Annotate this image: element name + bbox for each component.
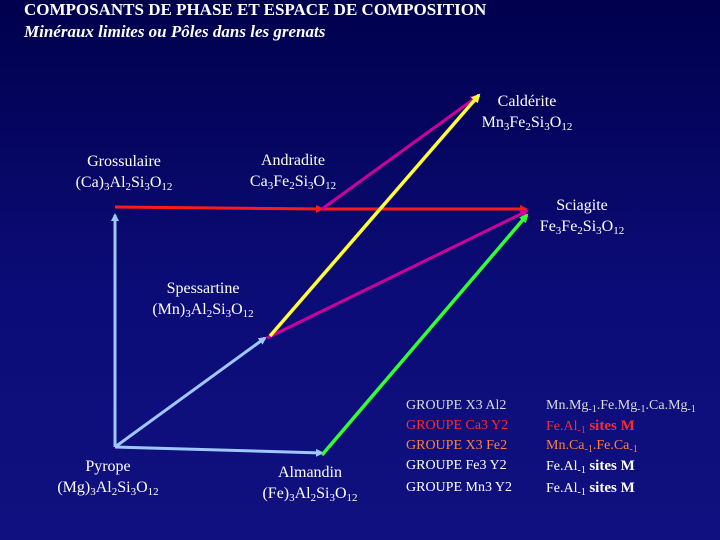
node-andradite-name: Andradite [261, 152, 325, 169]
node-pyrope-name: Pyrope [85, 458, 131, 475]
node-grossulaire [58, 151, 190, 193]
legend-substitution: $Fe.Al_{-1}$ sites M [546, 458, 635, 476]
node-sciagite-name: Sciagite [556, 197, 608, 214]
arrow-spessartine-sciagite [267, 211, 527, 338]
page-title: COMPOSANTS DE PHASE ET ESPACE DE COMPOSITION [24, 0, 487, 19]
legend-group: GROUPE Ca3 Y2 [406, 418, 509, 433]
node-sciagite [520, 195, 644, 237]
node-almandin-formula: $(Fe)_3Al_2Si_3O_{12}$ [262, 485, 358, 504]
node-calderite [462, 91, 592, 133]
node-almandin [242, 462, 378, 504]
legend-group: GROUPE X3 Al2 [406, 398, 507, 413]
legend-substitution: $Mn.Mg_{-1}.Fe.Mg_{-1}.Ca.Mg_{-1}$ [546, 398, 696, 415]
node-pyrope [40, 456, 176, 498]
node-sciagite-formula: $Fe_3Fe_2Si_3O_{12}$ [539, 218, 625, 237]
legend-substitution: $Fe.Al_{-1}$ sites M [546, 480, 635, 498]
node-grossulaire-formula: $(Ca)_3Al_2Si_3O_{12}$ [75, 174, 173, 193]
node-spessartine-name: Spessartine [166, 280, 240, 297]
legend-substitution: $Fe.Al_{-1}$ sites M [546, 418, 635, 436]
arrow-spessartine-calderite [270, 95, 479, 336]
node-calderite-formula: $Mn_3Fe_2Si_3O_{12}$ [481, 114, 573, 133]
arrow-pyrope-almandin [115, 447, 322, 453]
arrow-grossulaire-andradite [115, 207, 322, 209]
node-spessartine [135, 278, 271, 320]
page-subtitle: Minéraux limites ou Pôles dans les grenats [24, 22, 326, 41]
node-almandin-name: Almandin [278, 464, 342, 481]
legend-group: GROUPE X3 Fe2 [406, 438, 508, 453]
legend-group: GROUPE Fe3 Y2 [406, 458, 507, 473]
legend-substitution: $Mn.Ca_{-1}.Fe.Ca_{-1}$ [546, 438, 638, 455]
node-grossulaire-name: Grossulaire [87, 153, 161, 170]
node-calderite-name: Caldérite [497, 93, 557, 110]
node-spessartine-formula: $(Mn)_3Al_2Si_3O_{12}$ [152, 301, 254, 320]
node-andradite [230, 150, 356, 192]
arrow-pyrope-spessartine [115, 338, 265, 447]
node-pyrope-formula: $(Mg)_3Al_2Si_3O_{12}$ [57, 479, 159, 498]
node-andradite-formula: $Ca_3Fe_2Si_3O_{12}$ [249, 173, 337, 192]
legend-group: GROUPE Mn3 Y2 [406, 480, 513, 495]
